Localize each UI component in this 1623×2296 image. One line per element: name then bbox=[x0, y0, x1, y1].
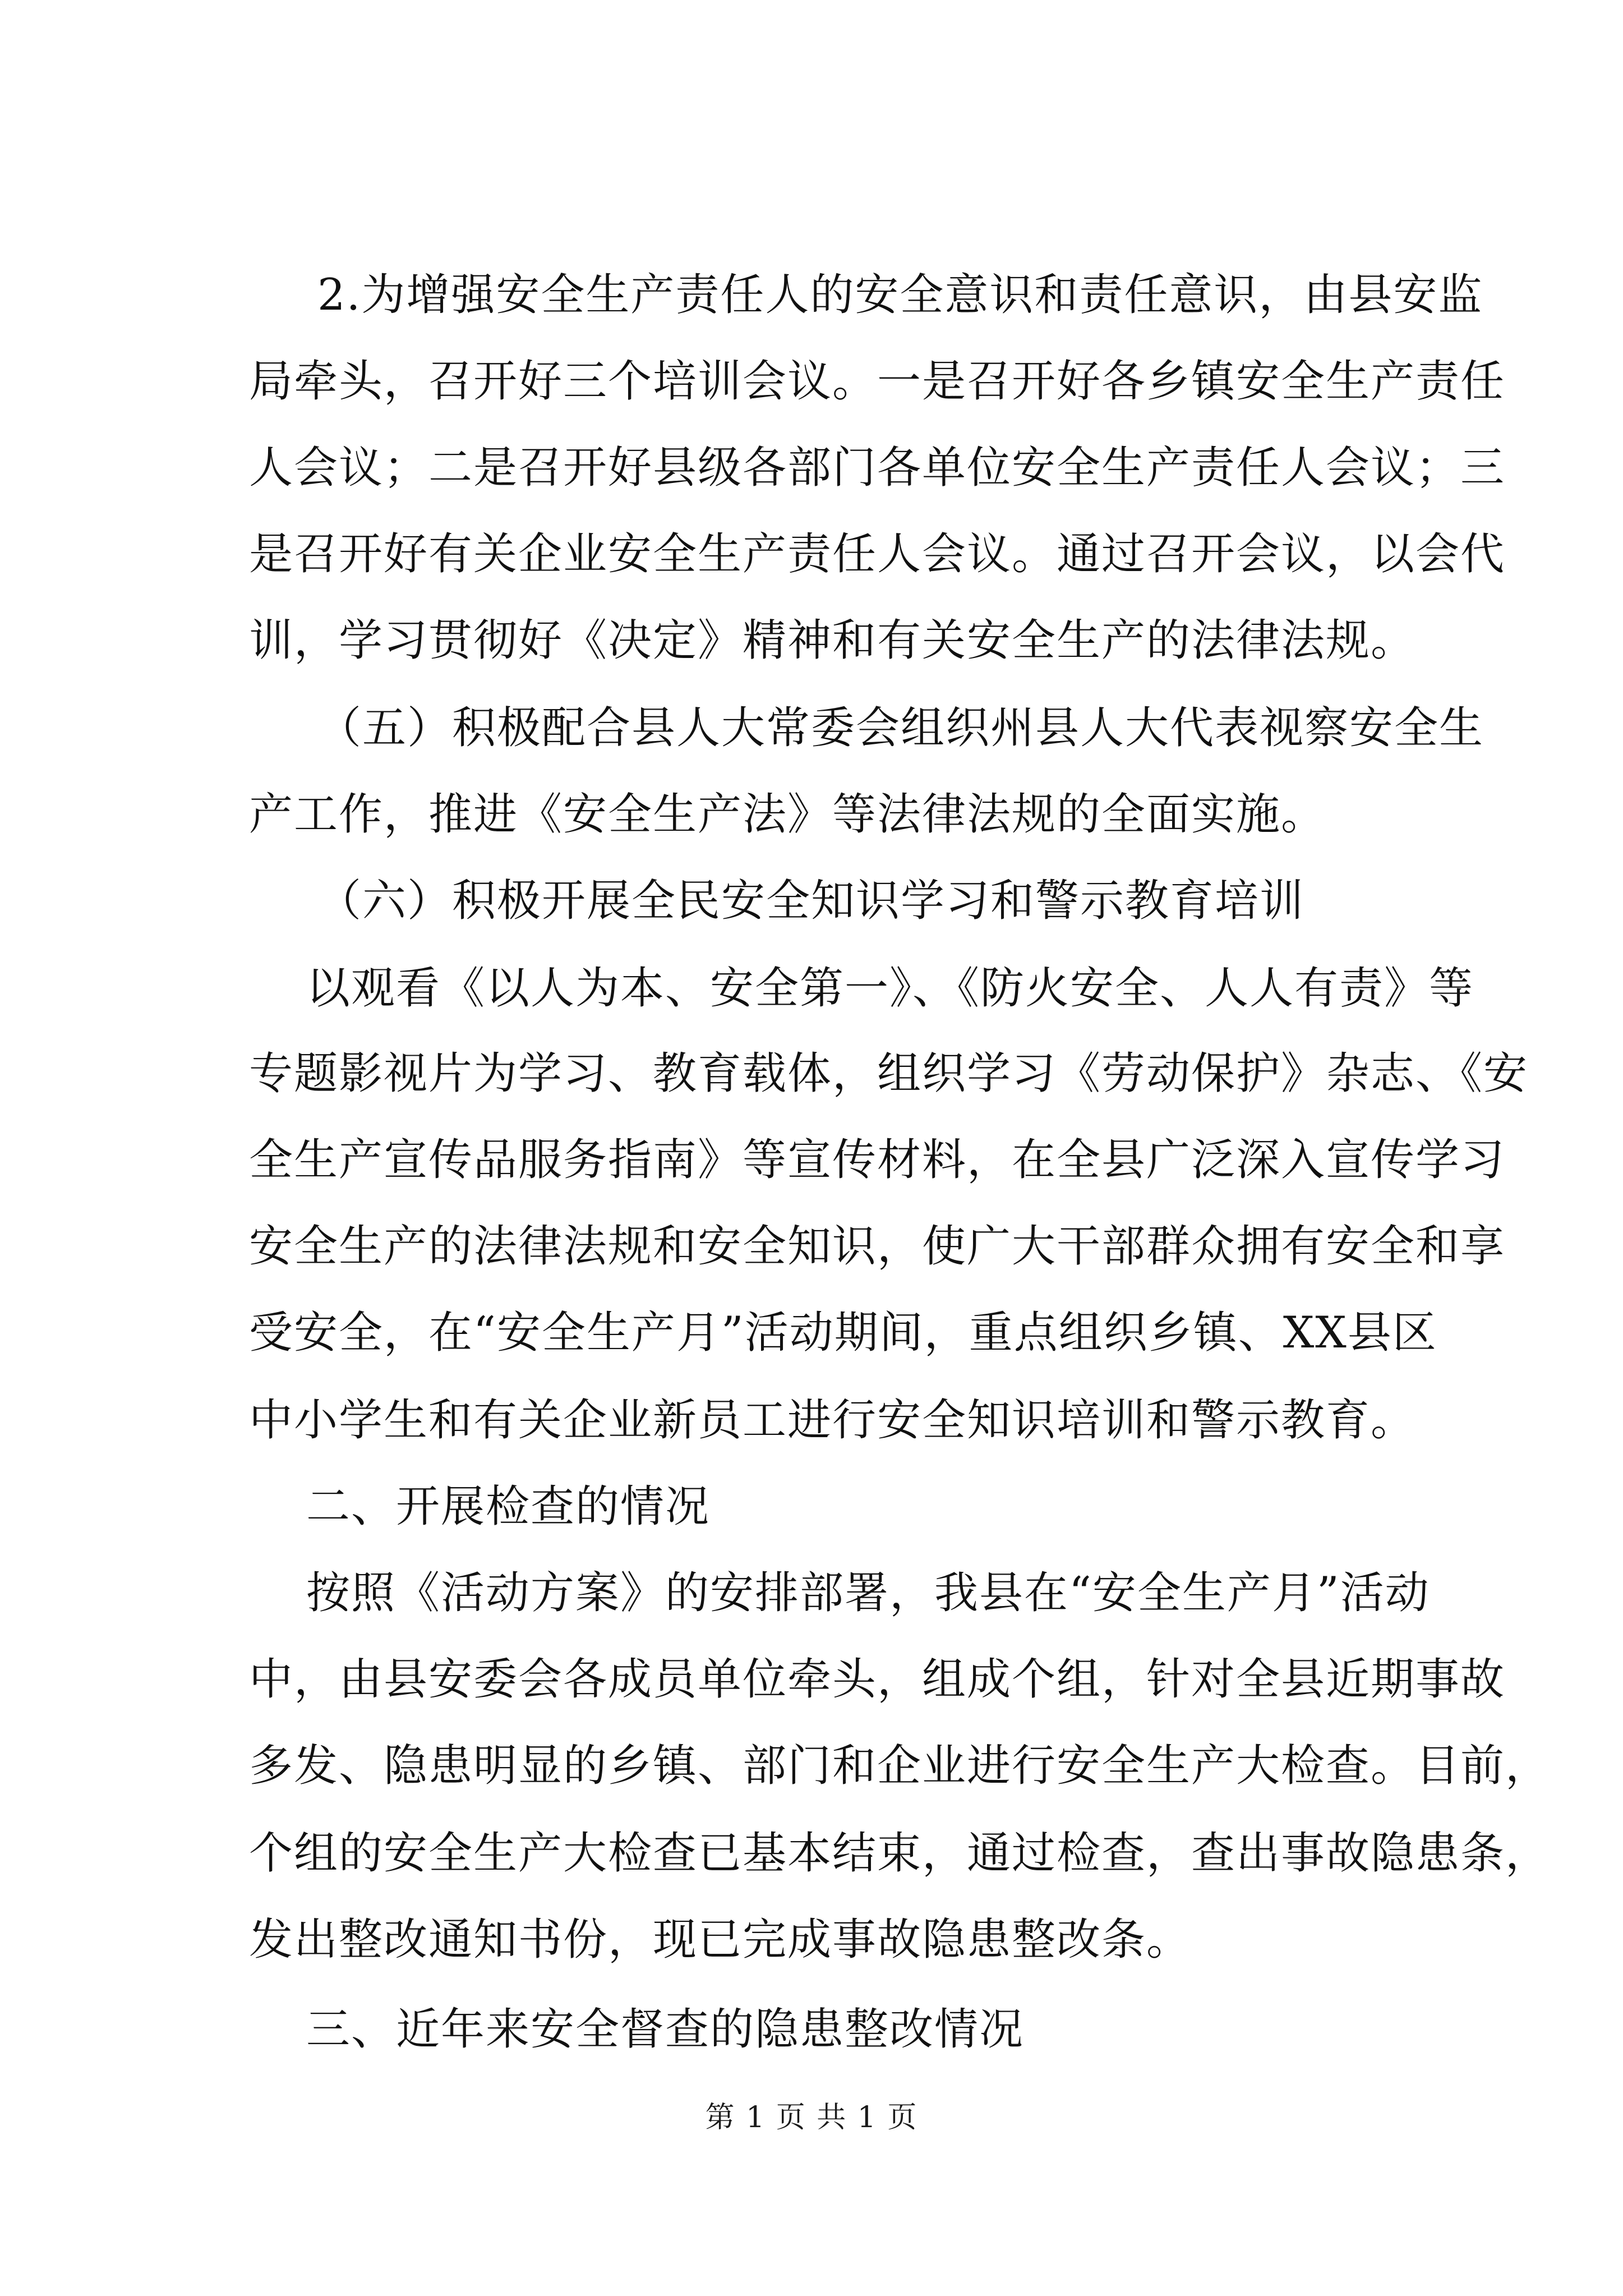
text-line-12: 安全生产的法律法规和安全知识，使广大干部群众拥有安全和享 bbox=[249, 1221, 1506, 1272]
text-line-10: 专题影视片为学习、教育载体，组织学习《劳动保护》杂志、《安 bbox=[249, 1048, 1529, 1099]
text-line-3: 人会议；二是召开好县级各部门各单位安全生产责任人会议；三 bbox=[249, 443, 1506, 493]
text-line-5: 训，学习贯彻好《决定》精神和有关安全生产的法律法规。 bbox=[249, 615, 1416, 666]
text-line-11: 全生产宣传品服务指南》等宣传材料，在全县广泛深入宣传学习 bbox=[249, 1135, 1506, 1185]
text-line-19: 个组的安全生产大检查已基本结束，通过检查，查出事故隐患条， bbox=[249, 1828, 1551, 1879]
text-line-6: （五）积极配合县人大常委会组织州县人大代表视察安全生 bbox=[317, 703, 1484, 753]
text-line-4: 是召开好有关企业安全生产责任人会议。通过召开会议，以会代 bbox=[249, 529, 1506, 579]
section-heading-six: （六）积极开展全民安全知识学习和警示教育培训 bbox=[317, 876, 1305, 926]
page-footer: 第 1 页 共 1 页 bbox=[705, 2101, 918, 2134]
text-line-17: 中，由县安委会各成员单位牵头，组成个组，针对全县近期事故 bbox=[249, 1654, 1506, 1705]
text-line-14: 中小学生和有关企业新员工进行安全知识培训和警示教育。 bbox=[249, 1395, 1416, 1446]
text-line-13: 受安全，在“安全生产月”活动期间，重点组织乡镇、XX县区 bbox=[249, 1308, 1437, 1358]
text-line-1: 2.为增强安全生产责任人的安全意识和责任意识，由县安监 bbox=[317, 270, 1483, 320]
text-line-20: 发出整改通知书份，现已完成事故隐患整改条。 bbox=[249, 1915, 1192, 1965]
text-line-2: 局牵头，召开好三个培训会议。一是召开好各乡镇安全生产责任 bbox=[249, 356, 1506, 407]
section-heading-two: 二、开展检查的情况 bbox=[306, 1481, 711, 1532]
section-heading-three: 三、近年来安全督查的隐患整改情况 bbox=[306, 2004, 1025, 2055]
text-line-16: 按照《活动方案》的安排部署，我县在“安全生产月”活动 bbox=[306, 1568, 1430, 1618]
text-line-18: 多发、隐患明显的乡镇、部门和企业进行安全生产大检查。目前， bbox=[249, 1741, 1551, 1791]
text-line-7: 产工作，推进《安全生产法》等法律法规的全面实施。 bbox=[249, 789, 1326, 840]
text-line-9: 以观看《以人为本、安全第一》、《防火安全、人人有责》等 bbox=[306, 963, 1474, 1014]
